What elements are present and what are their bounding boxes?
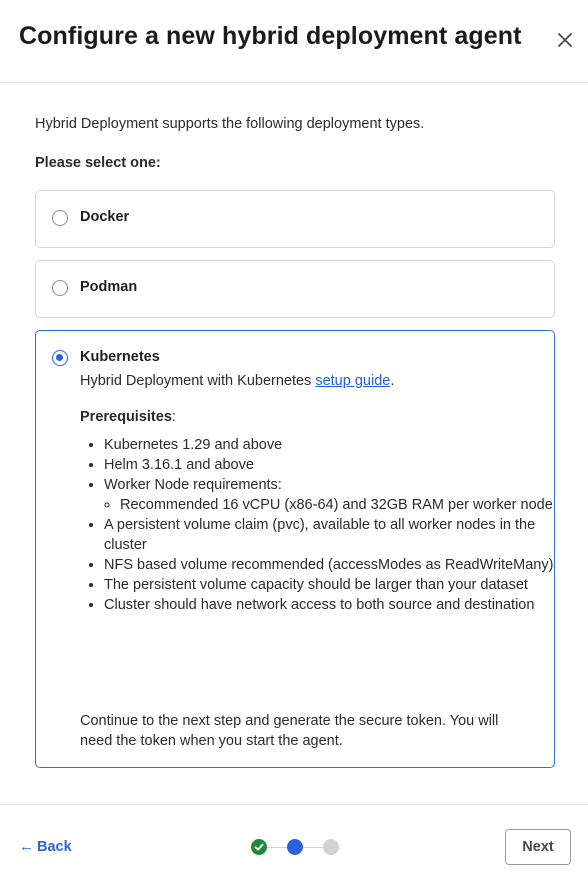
step-completed <box>251 839 267 855</box>
step-connector <box>267 847 287 848</box>
prerequisites-list <box>80 435 564 615</box>
prerequisites-heading <box>80 409 176 425</box>
sub-list-item: ◦ Recommended 16 vCPU (x86-64) and 32GB RAM per worker node <box>120 495 564 515</box>
step-current <box>287 839 303 855</box>
option-kubernetes[interactable] <box>35 330 555 768</box>
option-podman[interactable] <box>35 260 555 318</box>
prerequisites-label: Prerequisites <box>80 409 172 425</box>
dialog-title: Configure a new hybrid deployment agent <box>19 22 522 50</box>
option-label: Podman <box>80 279 138 295</box>
option-label: Docker <box>80 209 130 225</box>
back-button[interactable] <box>19 838 72 855</box>
token-note: Continue to the next step and generate the secure token. You will need the token when you start the agent. <box>80 713 499 749</box>
description-period: . <box>390 373 395 389</box>
list-item: • A persistent volume claim (pvc), available to all worker nodes in the cluster <box>104 515 564 555</box>
list-item: • Kubernetes 1.29 and above <box>104 435 564 455</box>
next-button[interactable]: Next <box>505 829 571 865</box>
list-item: • The persistent volume capacity should be larger than your dataset <box>104 575 564 595</box>
back-label: Back <box>37 839 72 855</box>
arrow-left-icon: ← <box>19 838 34 855</box>
list-item: • Cluster should have network access to both source and destination <box>104 595 564 615</box>
select-prompt: Please select one: <box>35 155 161 171</box>
intro-text: Hybrid Deployment supports the following deployment types. <box>35 116 425 132</box>
list-item: • Helm 3.16.1 and above <box>104 455 564 475</box>
progress-stepper <box>251 839 341 855</box>
close-icon[interactable] <box>556 31 574 49</box>
check-icon <box>251 839 267 855</box>
worker-node-sublist <box>104 495 564 515</box>
docker-radio[interactable] <box>52 210 68 226</box>
list-item: • NFS based volume recommended (accessModes as ReadWriteMany) <box>104 555 564 575</box>
prerequisites-colon: : <box>171 409 176 425</box>
list-item-worker-node <box>104 475 564 515</box>
list-item-text: Worker Node requirements: <box>104 477 282 493</box>
kubernetes-description <box>80 373 394 389</box>
option-docker[interactable] <box>35 190 555 248</box>
footer-divider <box>0 804 588 805</box>
kubernetes-radio[interactable] <box>52 350 68 366</box>
podman-radio[interactable] <box>52 280 68 296</box>
dialog-header <box>0 0 588 83</box>
description-text: Hybrid Deployment with Kubernetes <box>80 373 316 389</box>
setup-guide-link[interactable]: setup guide <box>315 373 391 389</box>
option-label: Kubernetes <box>80 349 160 365</box>
step-connector <box>303 847 323 848</box>
step-upcoming <box>323 839 339 855</box>
